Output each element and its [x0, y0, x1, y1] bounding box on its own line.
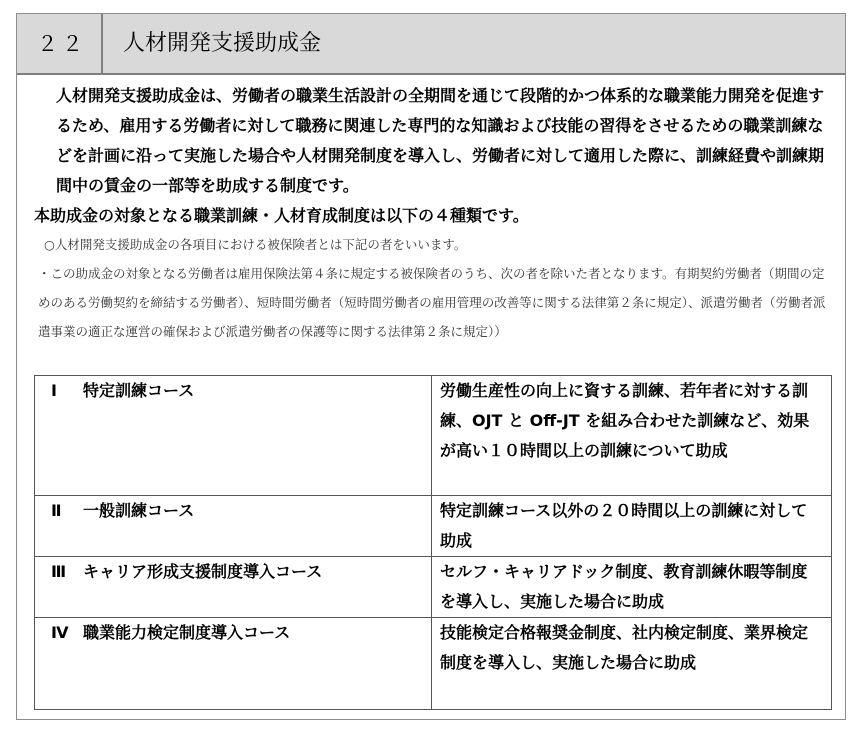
course-table: [34, 375, 832, 710]
intro-text: [34, 81, 836, 231]
course-name-cell: [35, 496, 432, 557]
course-name: 職業能力検定制度導入コース: [83, 623, 291, 642]
table-row: [35, 557, 832, 618]
course-description: 技能検定合格報奨金制度、社内検定制度、業界検定制度を導入し、実施した場合に助成: [432, 618, 832, 710]
course-description: セルフ・キャリアドック制度、教育訓練休暇等制度を導入し、実施した場合に助成: [432, 557, 832, 618]
intro-paragraph: 人材開発支援助成金は、労働者の職業生活設計の全期間を通じて段階的かつ体系的な職業能力開発を促進するため、雇用する労働者に対して職務に関連した専門的な知識および技能の習得をさせるための職業訓練などを計画に沿って実施した場合や人材開発制度を導入し、労働者に対して適用した際に、訓練経費や訓練期間中の賃金の一部等を助成する制度です。: [56, 86, 825, 195]
table-row: [35, 376, 832, 496]
course-name-cell: [35, 618, 432, 710]
section-header: [16, 13, 846, 75]
course-name: キャリア形成支援制度導入コース: [83, 562, 323, 581]
note-insured-definition: ○人材開発支援助成金の各項目における被保険者とは下記の者をいいます。: [44, 237, 467, 252]
note-eligible-workers: ・この助成金の対象となる労働者は雇用保険法第４条に規定する被保険者のうち、次の者を除いた者となります。有期契約労働者（期間の定めのある労働契約を締結する労働者）、短時間労働者（短時間労働者の雇用管理の改善等に関する法律第２条に規定）、派遣労働者（労働者派遣事業の適正な運営の確保および派遣労働者の保護等に関する法律第２条に規定））: [38, 266, 826, 339]
course-description: 労働生産性の向上に資する訓練、若年者に対する訓練、OJT と Off-JT を組み合わせた訓練など、効果が高い１０時間以上の訓練について助成: [432, 376, 832, 496]
intro-summary: 本助成金の対象となる職業訓練・人材育成制度は以下の４種類です。: [34, 206, 529, 225]
section-title: 人材開発支援助成金: [123, 31, 322, 56]
course-name: 特定訓練コース: [83, 381, 195, 400]
course-numeral: Ⅳ: [51, 623, 69, 642]
table-row: [35, 618, 832, 710]
course-name: 一般訓練コース: [83, 501, 195, 520]
course-numeral: Ⅱ: [51, 501, 62, 520]
table-row: [35, 496, 832, 557]
notes: [36, 230, 836, 346]
course-name-cell: [35, 557, 432, 618]
course-numeral: Ⅰ: [51, 381, 57, 400]
course-name-cell: [35, 376, 432, 496]
course-numeral: Ⅲ: [51, 562, 67, 581]
course-description: 特定訓練コース以外の２０時間以上の訓練に対して助成: [432, 496, 832, 557]
section-number: ２２: [17, 14, 103, 74]
